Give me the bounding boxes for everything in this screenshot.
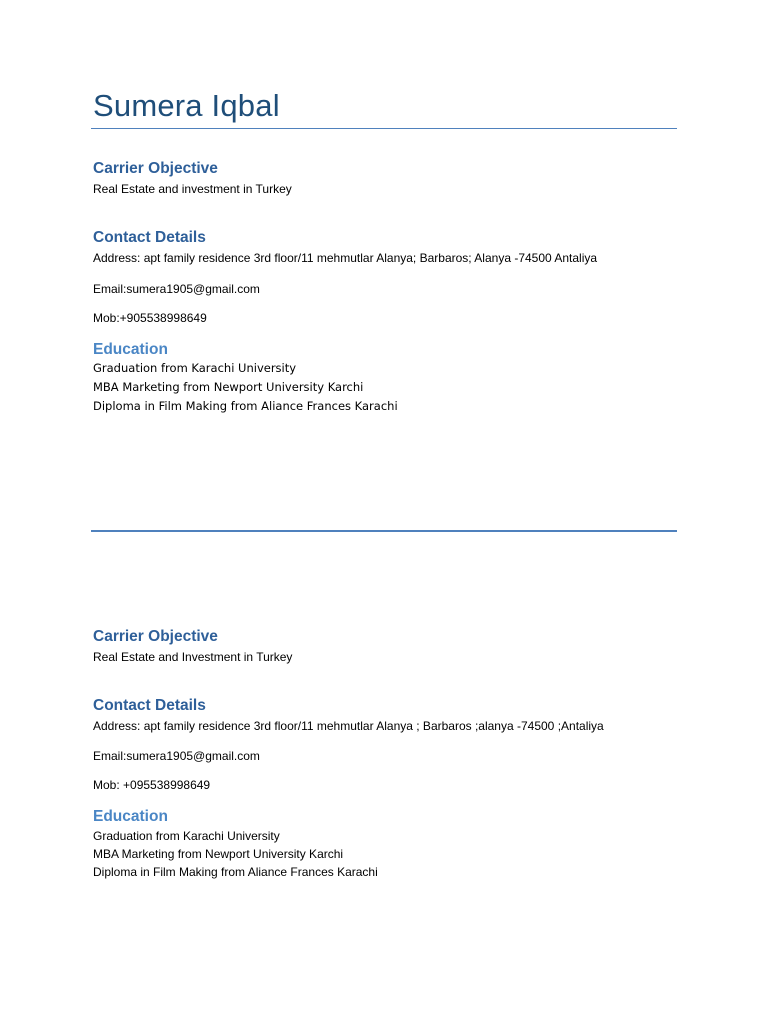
contact-mobile: Mob:+905538998649 xyxy=(93,311,207,325)
contact-address: Address: apt family residence 3rd floor/11 mehmutlar Alanya ; Barbaros ;alanya -74500 ;Antaliya xyxy=(93,719,604,733)
objective-heading: Carrier Objective xyxy=(93,628,218,645)
objective-text: Real Estate and investment in Turkey xyxy=(93,182,292,196)
education-item: Diploma in Film Making from Aliance Frances Karachi xyxy=(93,865,378,879)
education-item: MBA Marketing from Newport University Karchi xyxy=(93,847,344,861)
education-list xyxy=(93,359,398,416)
education-item: Graduation from Karachi University xyxy=(93,361,297,375)
section-divider xyxy=(91,530,677,532)
education-item: Graduation from Karachi University xyxy=(93,829,280,843)
education-list xyxy=(93,827,378,881)
contact-email: Email:sumera1905@gmail.com xyxy=(93,282,260,296)
contact-mobile: Mob: +095538998649 xyxy=(93,778,211,792)
contact-heading: Contact Details xyxy=(93,697,206,714)
objective-text: Real Estate and Investment in Turkey xyxy=(93,650,293,664)
resume-name: Sumera Iqbal xyxy=(93,88,280,123)
contact-address: Address: apt family residence 3rd floor/11 mehmutlar Alanya; Barbaros; Alanya -74500 Antaliya xyxy=(93,251,598,265)
education-heading: Education xyxy=(93,341,168,358)
title-divider xyxy=(91,128,677,129)
education-heading: Education xyxy=(93,808,168,825)
contact-heading: Contact Details xyxy=(93,229,206,246)
objective-heading: Carrier Objective xyxy=(93,160,218,177)
education-item: MBA Marketing from Newport University Karchi xyxy=(93,380,364,394)
contact-email: Email:sumera1905@gmail.com xyxy=(93,749,260,763)
education-item: Diploma in Film Making from Aliance Frances Karachi xyxy=(93,399,398,413)
